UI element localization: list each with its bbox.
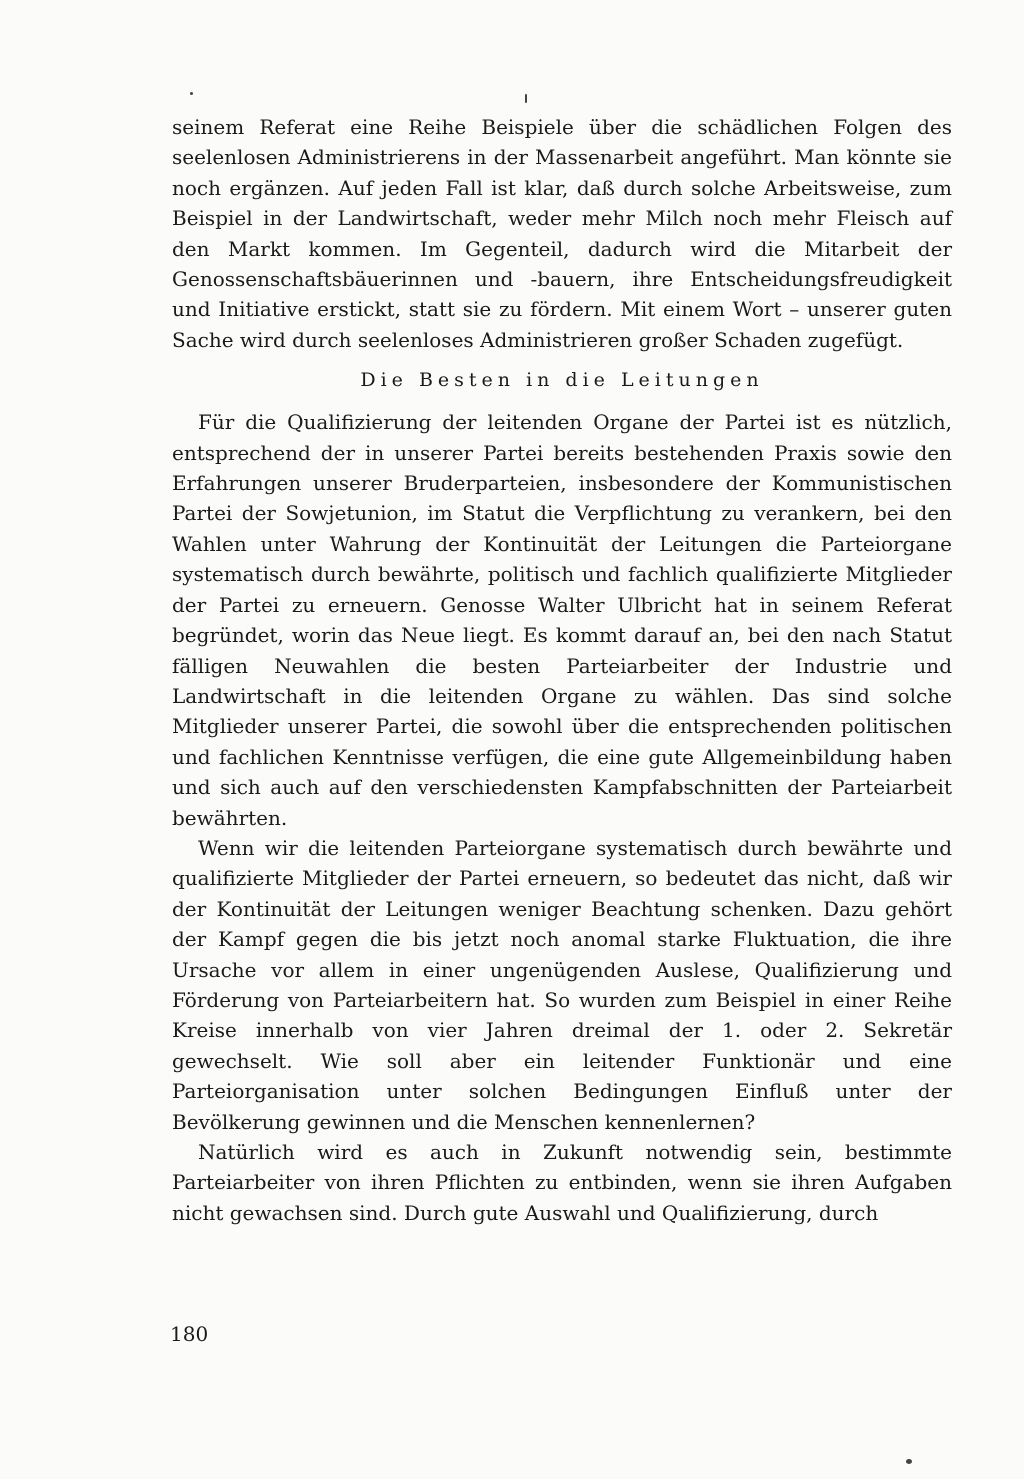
paragraph: Wenn wir die leitenden Parteiorgane systematisch durch bewährte und qualifizierte Mitglieder der Partei erneuern, so bedeutet das nicht, daß wir der Kontinuität der Leitungen weniger Beachtung schenken. Dazu gehört der Kampf gegen die bis jetzt noch anomal starke Fluktuation, die ihre Ursache vor allem in einer ungenügenden Auslese, Qualifizierung und Förderung von Parteiarbeitern hat. So wurden zum Beispiel in einer Reihe Kreise innerhalb von vier Jahren dreimal der 1. oder 2. Sekretär gewechselt. Wie soll aber ein leitender Funktionär und eine Parteiorganisation unter solchen Bedingungen Einfluß unter der Bevölkerung gewinnen und die Menschen kennenlernen? (172, 835, 952, 1134)
body-text (172, 112, 952, 1228)
scan-speck (906, 1459, 912, 1464)
page-number: 180 (170, 1322, 209, 1346)
scan-speck (190, 92, 193, 95)
paragraph: Natürlich wird es auch in Zukunft notwendig sein, bestimmte Parteiarbeiter von ihren Pflichten zu entbinden, wenn sie ihren Aufgaben nicht gewachsen sind. Durch gute Auswahl und Qualifizierung, durch (172, 1140, 952, 1225)
section-heading: Die Besten in die Leitungen (360, 369, 764, 392)
paragraph-continued: seinem Referat eine Reihe Beispiele über die schädlichen Folgen des seelenlosen Administrierens in der Massenarbeit angeführt. Man könnte sie noch ergänzen. Auf jeden Fall ist klar, daß durch solche Arbeitsweise, zum Beispiel in der Landwirtschaft, weder mehr Milch noch mehr Fleisch auf den Markt kommen. Im Gegenteil, dadurch wird die Mitarbeit der Genossenschaftsbäuerinnen und -bauern, ihre Entscheidungsfreudigkeit und Initiative erstickt, statt sie zu fördern. Mit einem Wort – unserer guten Sache wird durch seelenloses Administrieren großer Schaden zugefügt. (172, 115, 952, 352)
scan-speck (525, 94, 527, 103)
paragraph: Für die Qualifizierung der leitenden Organe der Partei ist es nützlich, entsprechend der in unserer Partei bereits bestehenden Praxis sowie den Erfahrungen unserer Bruderparteien, insbesondere der Kommunistischen Partei der Sowjetunion, im Statut die Verpflichtung zu verankern, bei den Wahlen unter Wahrung der Kontinuität der Leitungen die Parteiorgane systematisch durch bewährte, politisch und fachlich qualifizierte Mitglieder der Partei zu erneuern. Genosse Walter Ulbricht hat in seinem Referat begründet, worin das Neue liegt. Es kommt darauf an, bei den nach Statut fälligen Neuwahlen die besten Parteiarbeiter der Industrie und Landwirtschaft in die leitenden Organe zu wählen. Das sind solche Mitglieder unserer Partei, die sowohl über die entsprechenden politischen und fachlichen Kenntnisse verfügen, die eine gute Allgemeinbildung haben und sich auch auf den verschiedensten Kampfabschnitten der Parteiarbeit bewährten. (172, 410, 952, 830)
